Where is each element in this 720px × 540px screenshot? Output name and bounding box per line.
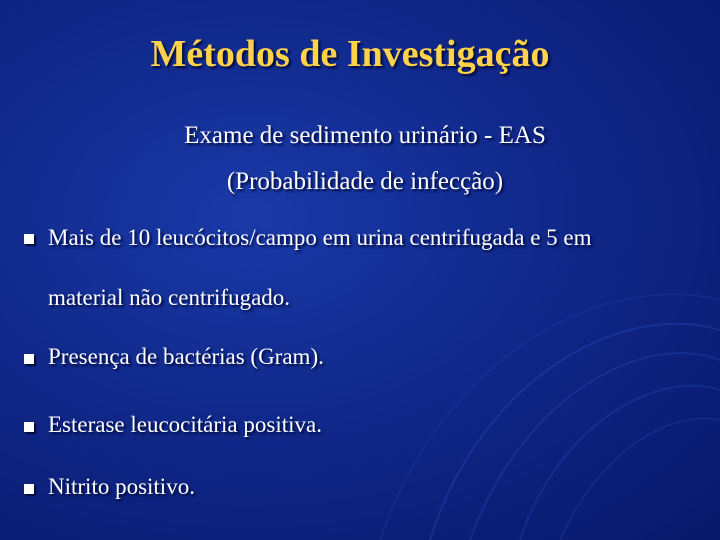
slide-subtitle xyxy=(0,113,720,205)
square-bullet-icon xyxy=(24,484,34,494)
bullet-text-line-2: material não centrifugado. xyxy=(48,285,291,310)
bullet-text xyxy=(48,208,592,328)
bullet-text: Nitrito positivo. xyxy=(48,474,195,499)
slide-title: Métodos de Investigação xyxy=(150,33,550,75)
bullet-text: Esterase leucocitária positiva. xyxy=(48,412,322,437)
square-bullet-icon xyxy=(24,422,34,432)
subtitle-line-1: Exame de sedimento urinário - EAS xyxy=(184,122,546,149)
bullet-text: Presença de bactérias (Gram). xyxy=(48,344,324,369)
square-bullet-icon xyxy=(24,234,34,244)
subtitle-line-2: (Probabilidade de infecção) xyxy=(226,168,504,195)
square-bullet-icon xyxy=(24,354,34,364)
bullet-text-line-1: Mais de 10 leucócitos/campo em urina centrifugada e 5 em xyxy=(48,225,592,250)
